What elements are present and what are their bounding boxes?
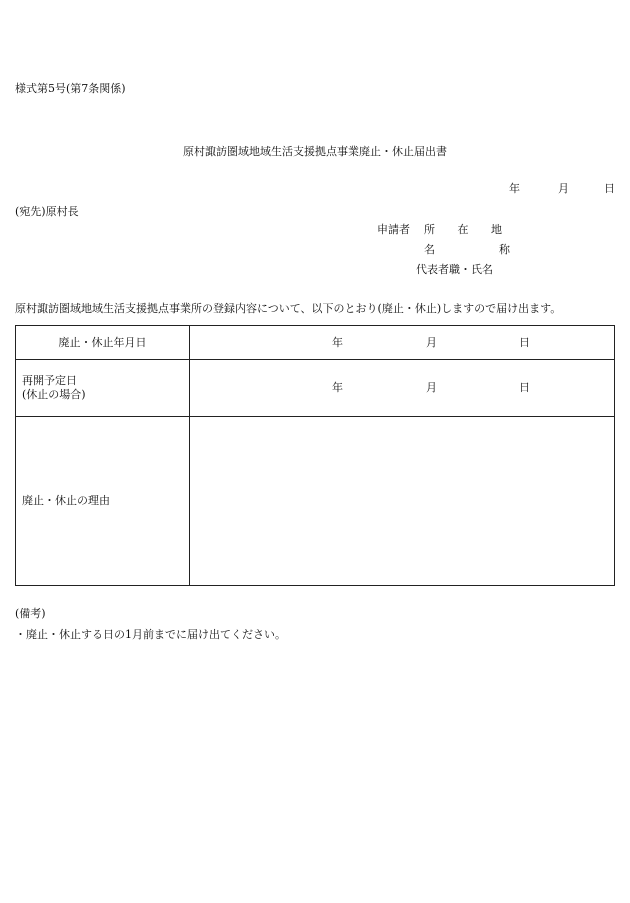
discontinuation-date-label: 廃止・休止年月日 bbox=[16, 326, 190, 360]
date-month-label: 月 bbox=[558, 182, 569, 195]
notes-heading: (備考) bbox=[15, 607, 46, 620]
intro-text: 原村諏訪圏域地域生活支援拠点事業所の登録内容について、以下のとおり(廃止・休止)しますので届け出ます。 bbox=[15, 302, 562, 315]
table-row bbox=[16, 326, 615, 360]
notification-table bbox=[15, 325, 615, 586]
date-day-label: 日 bbox=[604, 182, 615, 195]
month-unit: 月 bbox=[426, 381, 437, 395]
name-label: 名 称 bbox=[424, 243, 510, 256]
document-title: 原村諏訪圏域地域生活支援拠点事業廃止・休止届出書 bbox=[183, 145, 447, 158]
resume-date-field[interactable] bbox=[190, 360, 615, 417]
discontinuation-date-field[interactable] bbox=[190, 326, 615, 360]
date-year-label: 年 bbox=[509, 182, 520, 195]
table-row bbox=[16, 360, 615, 417]
day-unit: 日 bbox=[519, 381, 530, 395]
reason-field[interactable] bbox=[190, 417, 615, 586]
representative-label: 代表者職・氏名 bbox=[416, 263, 493, 276]
address-label: 所 在 地 bbox=[424, 223, 502, 236]
table-row bbox=[16, 417, 615, 586]
month-unit: 月 bbox=[426, 335, 437, 349]
resume-date-label-line2: (休止の場合) bbox=[22, 388, 86, 401]
notes-item: ・廃止・休止する日の1月前までに届け出てください。 bbox=[15, 628, 286, 641]
day-unit: 日 bbox=[519, 335, 530, 349]
resume-date-label bbox=[16, 360, 190, 417]
reason-label: 廃止・休止の理由 bbox=[16, 417, 190, 586]
year-unit: 年 bbox=[332, 381, 343, 395]
applicant-label: 申請者 bbox=[377, 223, 410, 236]
resume-date-label-line1: 再開予定日 bbox=[22, 374, 77, 388]
addressee: (宛先)原村長 bbox=[15, 205, 79, 218]
form-number: 様式第5号(第7条関係) bbox=[15, 82, 126, 95]
year-unit: 年 bbox=[332, 335, 343, 349]
